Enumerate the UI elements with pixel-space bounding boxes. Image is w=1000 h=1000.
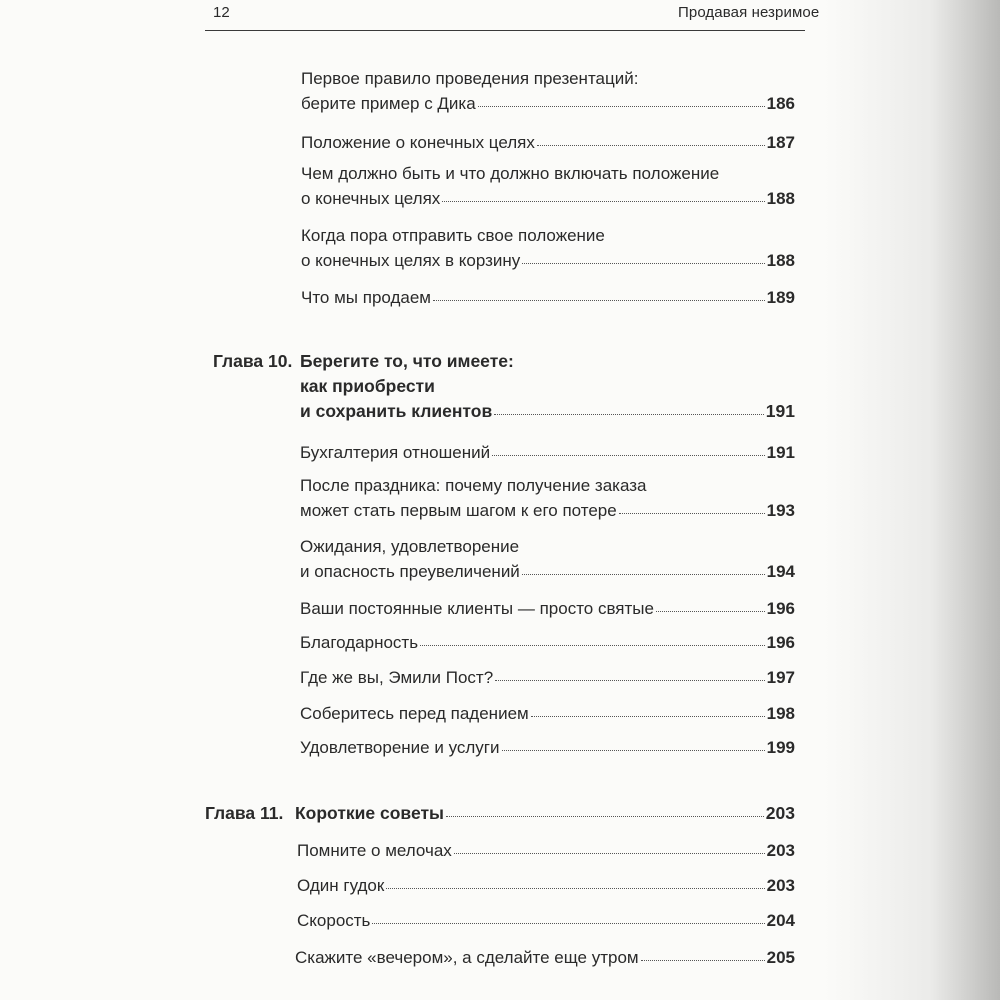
- toc-entry-line: о конечных целях в корзину: [301, 251, 521, 270]
- toc-page-number: 194: [766, 562, 795, 581]
- toc-page-number: 187: [766, 133, 795, 152]
- chapter-entry[interactable]: [300, 349, 795, 424]
- toc-page-number: 203: [766, 841, 795, 860]
- leader-dots: [442, 201, 764, 202]
- leader-dots: [641, 960, 765, 961]
- toc-entry-line: Благодарность: [300, 633, 419, 652]
- toc-page-number: 196: [766, 599, 795, 618]
- toc-entry[interactable]: [301, 161, 795, 211]
- toc-entry[interactable]: [300, 630, 795, 655]
- toc-entry[interactable]: [295, 945, 795, 970]
- chapter-entry[interactable]: [295, 801, 795, 826]
- leader-dots: [494, 414, 764, 415]
- toc-entry-line: Скажите «вечером», а сделайте еще утром: [295, 948, 639, 967]
- toc-page-number: 198: [766, 704, 795, 723]
- toc-page-number: 188: [766, 189, 795, 208]
- toc-page-number: 199: [766, 738, 795, 757]
- leader-dots: [656, 611, 765, 612]
- toc-entry[interactable]: [297, 908, 795, 933]
- toc-page-number: 189: [766, 288, 795, 307]
- leader-dots: [502, 750, 765, 751]
- toc-entry[interactable]: [297, 873, 795, 898]
- toc-entry-line: Чем должно быть и что должно включать положение: [301, 164, 720, 183]
- toc-entry[interactable]: [300, 534, 795, 584]
- toc-entry-line: Ожидания, удовлетворение: [300, 537, 520, 556]
- page-edge-shadow: [825, 0, 1000, 1000]
- toc-entry-line: и опасность преувеличений: [300, 562, 520, 581]
- toc-entry-line: Помните о мелочах: [297, 841, 452, 860]
- toc-entry-line: Один гудок: [297, 876, 385, 895]
- toc-entry-line: берите пример с Дика: [301, 94, 476, 113]
- chapter-label: Глава 11.: [205, 803, 284, 823]
- toc-page-number: 191: [766, 443, 795, 462]
- toc-entry-line: Скорость: [297, 911, 371, 930]
- leader-dots: [531, 716, 765, 717]
- toc-page-number: 191: [765, 401, 795, 421]
- leader-dots: [433, 300, 765, 301]
- page-number: 12: [213, 4, 230, 21]
- toc-entry-line: Где же вы, Эмили Пост?: [300, 668, 494, 687]
- toc-entry-line: Что мы продаем: [301, 288, 431, 307]
- toc-entry-line: Удовлетворение и услуги: [300, 738, 500, 757]
- leader-dots: [454, 853, 765, 854]
- leader-dots: [420, 645, 765, 646]
- toc-page-number: 196: [766, 633, 795, 652]
- toc-entry[interactable]: [301, 66, 795, 116]
- toc-page-number: 193: [766, 501, 795, 520]
- leader-dots: [522, 263, 764, 264]
- toc-page-number: 203: [765, 803, 795, 823]
- leader-dots: [522, 574, 765, 575]
- toc-entry[interactable]: [301, 130, 795, 155]
- chapter-title-line: как приобрести: [300, 376, 435, 396]
- toc-entry-line: о конечных целях: [301, 189, 441, 208]
- leader-dots: [495, 680, 764, 681]
- toc-entry[interactable]: [297, 838, 795, 863]
- toc-entry[interactable]: [300, 440, 795, 465]
- chapter-label: Глава 10.: [213, 351, 293, 371]
- toc-page-number: 186: [766, 94, 795, 113]
- toc-page-number: 203: [766, 876, 795, 895]
- chapter-title-line: Короткие советы: [295, 803, 444, 823]
- leader-dots: [619, 513, 765, 514]
- header-rule: [205, 30, 805, 31]
- toc-entry-line: После праздника: почему получение заказа: [300, 476, 647, 495]
- toc-entry-line: Бухгалтерия отношений: [300, 443, 491, 462]
- toc-entry[interactable]: [300, 735, 795, 760]
- toc-entry-line: Положение о конечных целях: [301, 133, 535, 152]
- chapter-title-line: Берегите то, что имеете:: [300, 351, 514, 371]
- toc-entry-line: может стать первым шагом к его потере: [300, 501, 617, 520]
- leader-dots: [478, 106, 765, 107]
- toc-page-number: 204: [766, 911, 795, 930]
- leader-dots: [537, 145, 765, 146]
- toc-entry[interactable]: [300, 596, 795, 621]
- toc-entry[interactable]: [301, 285, 795, 310]
- toc-page-number: 205: [766, 948, 795, 967]
- toc-entry[interactable]: [300, 665, 795, 690]
- toc-entry[interactable]: [301, 223, 795, 273]
- toc-page-number: 188: [766, 251, 795, 270]
- running-header-title: Продавая незримое: [678, 4, 820, 21]
- leader-dots: [492, 455, 765, 456]
- toc-entry-line: Когда пора отправить свое положение: [301, 226, 605, 245]
- toc-entry-line: Ваши постоянные клиенты — просто святые: [300, 599, 654, 618]
- toc-entry-line: Соберитесь перед падением: [300, 704, 529, 723]
- toc-entry[interactable]: [300, 701, 795, 726]
- chapter-title-line: и сохранить клиентов: [300, 401, 493, 421]
- toc-entry-line: Первое правило проведения презентаций:: [301, 69, 639, 88]
- leader-dots: [386, 888, 764, 889]
- toc-page-number: 197: [766, 668, 795, 687]
- leader-dots: [372, 923, 764, 924]
- leader-dots: [446, 816, 764, 817]
- toc-entry[interactable]: [300, 473, 795, 523]
